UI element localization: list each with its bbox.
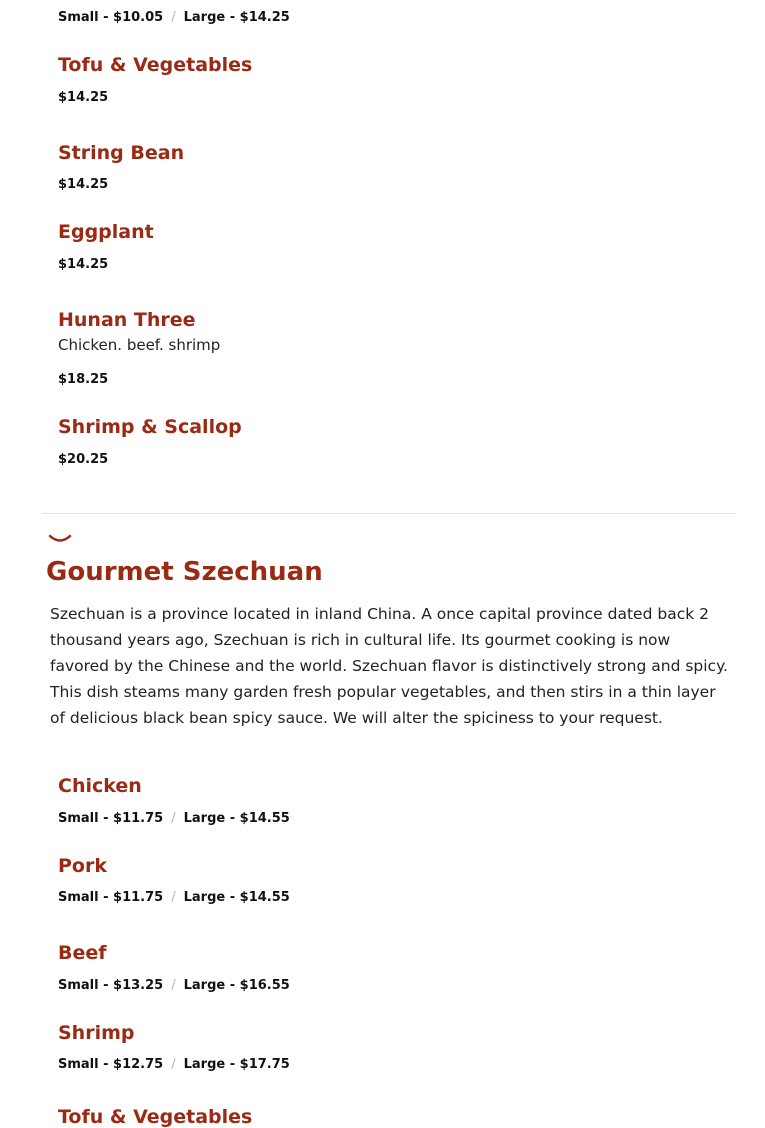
price-large: Large - $14.55 [183,811,290,826]
item-prices [58,891,290,904]
price-small: Small - $11.75 [58,890,164,905]
price-large: Large - $16.55 [183,978,290,993]
item-name: Shrimp & Scallop [58,416,242,438]
item-price: $14.25 [58,257,109,272]
item-price: $14.25 [58,90,109,105]
price-separator: / [171,811,176,826]
bowl-icon [48,530,72,544]
price-small: Small - $12.75 [58,1057,164,1072]
item-name: Pork [58,855,107,877]
price-small: Small - $11.75 [58,811,164,826]
price-large: Large - $14.55 [183,890,290,905]
item-name: String Bean [58,142,185,164]
item-name: Tofu & Vegetables [58,1106,253,1128]
item-name: Tofu & Vegetables [58,54,253,76]
item-name: Eggplant [58,221,154,243]
item-name: Chicken [58,775,142,797]
item-name: Hunan Three [58,309,196,331]
section-title: Gourmet Szechuan [46,557,323,587]
price-large: Large - $14.25 [183,10,290,25]
item-price: $20.25 [58,452,109,467]
price-small: Small - $13.25 [58,978,164,993]
item-prices [58,1058,290,1071]
section-description: Szechuan is a province located in inland China. A once capital province dated back 2 thousand years ago, Szechuan is rich in cultural life. Its gourmet cooking is now favored by the Chinese and the world. Szechuan flavor is distinctively strong and spicy. This dish steams many garden fresh popular vegetables, and then stirs in a thin layer of delicious black bean spicy sauce. We will alter the spiciness to your request. [50,605,728,727]
item-prices [58,812,290,825]
section-divider [42,513,736,514]
price-small: Small - $10.05 [58,10,164,25]
price-large: Large - $17.75 [183,1057,290,1072]
item-price: $18.25 [58,372,109,387]
price-separator: / [171,1057,176,1072]
item-name: Beef [58,942,107,964]
item-description: Chicken. beef. shrimp [58,336,221,354]
price-separator: / [171,890,176,905]
item-prices [58,11,290,24]
item-name: Shrimp [58,1022,135,1044]
item-price: $14.25 [58,177,109,192]
price-separator: / [171,10,176,25]
price-separator: / [171,978,176,993]
item-prices [58,979,290,992]
